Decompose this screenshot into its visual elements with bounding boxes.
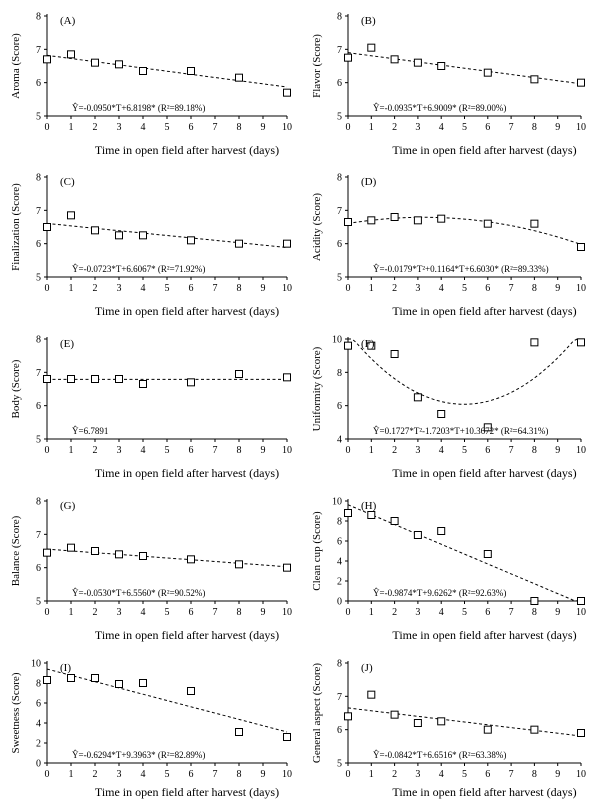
x-tick-label: 5 bbox=[462, 283, 467, 294]
x-tick-label: 0 bbox=[44, 607, 50, 618]
fit-equation: Ŷ=-0.0723*T+6.6067* (R²=71.92%) bbox=[72, 264, 206, 274]
fit-line bbox=[348, 53, 581, 84]
x-tick-label: 5 bbox=[164, 607, 170, 618]
y-tick-label: 5 bbox=[337, 758, 342, 770]
data-point bbox=[414, 59, 421, 66]
x-tick-label: 4 bbox=[140, 769, 146, 780]
data-point bbox=[484, 220, 491, 227]
data-point bbox=[44, 549, 51, 556]
x-tick-label: 5 bbox=[164, 122, 170, 133]
y-tick-label: 2 bbox=[337, 576, 342, 588]
x-tick-label: 1 bbox=[68, 769, 74, 780]
x-tick-label: 7 bbox=[212, 607, 218, 618]
data-point bbox=[68, 376, 75, 383]
y-tick-label: 7 bbox=[36, 367, 41, 379]
y-axis-title: Flavor (Score) bbox=[311, 34, 323, 98]
x-tick-label: 9 bbox=[555, 607, 561, 618]
x-tick-label: 7 bbox=[508, 769, 514, 780]
x-tick-label: 9 bbox=[260, 445, 266, 456]
data-point bbox=[578, 244, 585, 251]
x-tick-label: 3 bbox=[415, 122, 421, 133]
y-axis-title: Body (Score) bbox=[10, 359, 22, 419]
data-point bbox=[284, 240, 291, 247]
y-tick-label: 8 bbox=[337, 658, 342, 670]
data-point bbox=[345, 713, 352, 720]
x-tick-label: 9 bbox=[260, 122, 266, 133]
x-tick-label: 3 bbox=[116, 283, 122, 294]
data-point bbox=[368, 217, 375, 224]
fit-line bbox=[47, 549, 287, 567]
y-axis-title: General aspect (Score) bbox=[311, 662, 323, 764]
y-tick-label: 8 bbox=[36, 172, 41, 184]
panel-label: (H) bbox=[361, 500, 377, 512]
x-tick-label: 2 bbox=[392, 283, 398, 294]
x-tick-label: 5 bbox=[164, 445, 170, 456]
data-point bbox=[578, 339, 585, 346]
data-point bbox=[44, 376, 51, 383]
data-point bbox=[484, 551, 491, 558]
x-tick-label: 10 bbox=[282, 445, 292, 456]
x-tick-label: 4 bbox=[140, 283, 146, 294]
data-point bbox=[188, 688, 195, 695]
x-tick-label: 3 bbox=[116, 445, 122, 456]
data-point bbox=[284, 734, 291, 741]
data-point bbox=[345, 342, 352, 349]
y-tick-label: 4 bbox=[337, 434, 342, 446]
data-point bbox=[116, 61, 123, 68]
data-point bbox=[92, 227, 99, 234]
data-point bbox=[44, 677, 51, 684]
x-tick-label: 5 bbox=[164, 283, 170, 294]
fit-equation: Ŷ=-0.0950*T+6.8198* (R²=89.18%) bbox=[72, 103, 206, 113]
y-tick-label: 8 bbox=[337, 516, 342, 528]
panel-label: (I) bbox=[60, 662, 71, 674]
fit-line bbox=[348, 505, 581, 601]
y-axis-title: Aroma (Score) bbox=[10, 33, 22, 99]
x-axis-title: Time in open field after harvest (days) bbox=[392, 466, 577, 480]
x-tick-label: 3 bbox=[116, 769, 122, 780]
y-tick-label: 6 bbox=[337, 401, 342, 413]
data-point bbox=[438, 528, 445, 535]
x-tick-label: 1 bbox=[68, 607, 74, 618]
x-tick-label: 8 bbox=[531, 122, 537, 133]
x-tick-label: 6 bbox=[188, 607, 194, 618]
x-tick-label: 3 bbox=[415, 607, 421, 618]
data-point bbox=[236, 371, 243, 378]
x-tick-label: 7 bbox=[212, 283, 218, 294]
data-point bbox=[140, 553, 147, 560]
data-point bbox=[140, 68, 147, 75]
data-point bbox=[391, 56, 398, 63]
x-tick-label: 4 bbox=[438, 769, 444, 780]
x-tick-label: 10 bbox=[576, 607, 586, 618]
data-point bbox=[531, 598, 538, 605]
x-tick-label: 10 bbox=[576, 122, 586, 133]
x-tick-label: 8 bbox=[236, 283, 242, 294]
x-axis-title: Time in open field after harvest (days) bbox=[94, 785, 280, 799]
data-point bbox=[414, 394, 421, 401]
x-tick-label: 10 bbox=[576, 283, 586, 294]
data-point bbox=[345, 54, 352, 61]
data-point bbox=[531, 220, 538, 227]
x-axis-title: Time in open field after harvest (days) bbox=[94, 628, 280, 642]
x-tick-label: 4 bbox=[140, 122, 146, 133]
data-point bbox=[188, 379, 195, 386]
data-point bbox=[92, 59, 99, 66]
data-point bbox=[531, 726, 538, 733]
x-tick-label: 8 bbox=[531, 607, 537, 618]
y-tick-label: 6 bbox=[337, 239, 342, 251]
fit-line bbox=[47, 55, 287, 87]
fit-line bbox=[47, 669, 287, 732]
y-tick-label: 6 bbox=[36, 563, 41, 575]
x-tick-label: 0 bbox=[44, 283, 50, 294]
data-point bbox=[188, 556, 195, 563]
panel-f bbox=[311, 335, 586, 481]
x-tick-label: 6 bbox=[188, 122, 194, 133]
data-point bbox=[236, 729, 243, 736]
fit-line bbox=[348, 708, 581, 736]
data-point bbox=[438, 215, 445, 222]
data-point bbox=[188, 237, 195, 244]
fit-line bbox=[348, 339, 581, 404]
x-tick-label: 8 bbox=[236, 607, 242, 618]
data-point bbox=[116, 681, 123, 688]
y-tick-label: 4 bbox=[36, 718, 41, 730]
x-tick-label: 6 bbox=[188, 769, 194, 780]
y-axis-title: Uniformity (Score) bbox=[311, 346, 323, 432]
panel-label: (D) bbox=[361, 176, 377, 188]
x-tick-label: 3 bbox=[415, 445, 421, 456]
data-point bbox=[236, 74, 243, 81]
y-tick-label: 6 bbox=[337, 725, 342, 737]
data-point bbox=[578, 598, 585, 605]
x-tick-label: 4 bbox=[438, 445, 444, 456]
fit-equation: Ŷ=-0.0179*T²+0.1164*T+6.6030* (R²=89.33%) bbox=[373, 264, 549, 274]
y-tick-label: 8 bbox=[337, 367, 342, 379]
x-tick-label: 10 bbox=[282, 283, 292, 294]
y-tick-label: 8 bbox=[36, 334, 41, 346]
x-tick-label: 4 bbox=[140, 607, 146, 618]
x-tick-label: 4 bbox=[140, 445, 146, 456]
x-tick-label: 1 bbox=[68, 445, 74, 456]
y-axis-title: Finalization (Score) bbox=[10, 183, 22, 271]
y-tick-label: 8 bbox=[36, 678, 41, 690]
x-tick-label: 9 bbox=[555, 283, 561, 294]
data-point bbox=[438, 411, 445, 418]
x-tick-label: 10 bbox=[282, 769, 292, 780]
y-tick-label: 10 bbox=[31, 658, 41, 670]
y-tick-label: 0 bbox=[337, 596, 342, 608]
panel-label: (C) bbox=[60, 176, 75, 188]
x-tick-label: 2 bbox=[92, 769, 98, 780]
y-tick-label: 4 bbox=[337, 556, 342, 568]
x-tick-label: 9 bbox=[260, 283, 266, 294]
x-axis-title: Time in open field after harvest (days) bbox=[94, 466, 280, 480]
x-axis-title: Time in open field after harvest (days) bbox=[392, 143, 577, 157]
fit-equation: Ŷ=-0.0842*T+6.6516* (R²=63.38%) bbox=[373, 750, 507, 760]
x-tick-label: 2 bbox=[392, 445, 398, 456]
x-tick-label: 2 bbox=[392, 122, 398, 133]
data-point bbox=[68, 51, 75, 58]
x-tick-label: 3 bbox=[116, 607, 122, 618]
data-point bbox=[188, 68, 195, 75]
data-point bbox=[484, 69, 491, 76]
y-tick-label: 6 bbox=[36, 78, 41, 90]
y-axis-title: Sweetness (Score) bbox=[10, 672, 22, 754]
data-point bbox=[44, 224, 51, 231]
fit-equation: Ŷ=0.1727*T²-1.7203*T+10.3672* (R²=64.31%) bbox=[373, 426, 549, 436]
panel-label: (G) bbox=[60, 500, 76, 512]
y-axis-title: Balance (Score) bbox=[10, 515, 22, 587]
panel-label: (E) bbox=[60, 338, 75, 350]
fit-equation: Ŷ=-0.0935*T+6.9009* (R²=89.00%) bbox=[373, 103, 507, 113]
y-tick-label: 0 bbox=[36, 758, 41, 770]
panel-e bbox=[10, 335, 292, 481]
x-tick-label: 0 bbox=[44, 122, 50, 133]
y-tick-label: 5 bbox=[36, 111, 41, 123]
x-tick-label: 2 bbox=[92, 283, 98, 294]
data-point bbox=[68, 544, 75, 551]
data-point bbox=[116, 232, 123, 239]
data-point bbox=[284, 564, 291, 571]
x-tick-label: 2 bbox=[92, 122, 98, 133]
x-tick-label: 6 bbox=[485, 122, 491, 133]
x-tick-label: 6 bbox=[485, 769, 491, 780]
x-tick-label: 10 bbox=[576, 445, 586, 456]
data-point bbox=[92, 376, 99, 383]
x-tick-label: 0 bbox=[44, 769, 50, 780]
y-tick-label: 7 bbox=[337, 44, 342, 56]
data-point bbox=[531, 339, 538, 346]
x-axis-title: Time in open field after harvest (days) bbox=[392, 628, 577, 642]
x-tick-label: 9 bbox=[260, 769, 266, 780]
y-axis-title: Acidity (Score) bbox=[311, 192, 323, 262]
x-tick-label: 4 bbox=[438, 122, 444, 133]
fit-line bbox=[47, 223, 287, 247]
y-tick-label: 7 bbox=[337, 205, 342, 217]
data-point bbox=[391, 214, 398, 221]
data-point bbox=[531, 76, 538, 83]
y-tick-label: 5 bbox=[337, 272, 342, 284]
x-tick-label: 0 bbox=[44, 445, 50, 456]
x-tick-label: 7 bbox=[508, 283, 514, 294]
y-tick-label: 10 bbox=[332, 334, 342, 346]
y-tick-label: 5 bbox=[36, 596, 41, 608]
x-tick-label: 6 bbox=[485, 607, 491, 618]
x-tick-label: 10 bbox=[576, 769, 586, 780]
x-tick-label: 0 bbox=[345, 283, 351, 294]
data-point bbox=[284, 374, 291, 381]
panel-i bbox=[10, 659, 292, 800]
panel-j bbox=[311, 659, 586, 800]
x-tick-label: 6 bbox=[485, 283, 491, 294]
x-tick-label: 0 bbox=[345, 769, 351, 780]
x-tick-label: 2 bbox=[392, 607, 398, 618]
panel-h bbox=[311, 497, 586, 643]
x-tick-label: 2 bbox=[392, 769, 398, 780]
x-tick-label: 6 bbox=[188, 283, 194, 294]
data-point bbox=[92, 675, 99, 682]
x-axis-title: Time in open field after harvest (days) bbox=[94, 143, 280, 157]
x-axis-title: Time in open field after harvest (days) bbox=[94, 304, 280, 318]
panel-b bbox=[311, 12, 586, 158]
y-tick-label: 8 bbox=[36, 11, 41, 23]
data-point bbox=[391, 711, 398, 718]
data-point bbox=[391, 518, 398, 525]
data-point bbox=[578, 730, 585, 737]
x-tick-label: 7 bbox=[508, 122, 514, 133]
panel-label: (A) bbox=[60, 15, 76, 27]
x-axis-title: Time in open field after harvest (days) bbox=[392, 785, 577, 799]
y-tick-label: 8 bbox=[337, 11, 342, 23]
x-tick-label: 7 bbox=[508, 607, 514, 618]
x-axis-title: Time in open field after harvest (days) bbox=[392, 304, 577, 318]
data-point bbox=[368, 691, 375, 698]
y-tick-label: 6 bbox=[337, 78, 342, 90]
data-point bbox=[391, 351, 398, 358]
x-tick-label: 1 bbox=[368, 122, 374, 133]
x-tick-label: 6 bbox=[188, 445, 194, 456]
data-point bbox=[284, 89, 291, 96]
x-tick-label: 4 bbox=[438, 607, 444, 618]
x-tick-label: 5 bbox=[462, 445, 467, 456]
y-tick-label: 8 bbox=[36, 496, 41, 508]
y-tick-label: 2 bbox=[36, 738, 41, 750]
data-point bbox=[92, 548, 99, 555]
data-point bbox=[345, 219, 352, 226]
x-tick-label: 9 bbox=[555, 122, 561, 133]
x-tick-label: 5 bbox=[462, 769, 467, 780]
x-tick-label: 7 bbox=[212, 769, 218, 780]
y-tick-label: 6 bbox=[36, 401, 41, 413]
panel-label: (J) bbox=[361, 662, 373, 674]
data-point bbox=[414, 720, 421, 727]
data-point bbox=[345, 510, 352, 517]
data-point bbox=[68, 212, 75, 219]
data-point bbox=[438, 63, 445, 70]
x-tick-label: 5 bbox=[164, 769, 170, 780]
y-tick-label: 5 bbox=[36, 434, 41, 446]
fit-equation: Ŷ=6.7891 bbox=[72, 426, 109, 436]
x-tick-label: 1 bbox=[368, 769, 374, 780]
fit-equation: Ŷ=-0.9874*T+9.6262* (R²=92.63%) bbox=[373, 588, 507, 598]
y-axis-title: Clean cup (Score) bbox=[311, 511, 323, 591]
x-tick-label: 7 bbox=[212, 122, 218, 133]
x-tick-label: 2 bbox=[92, 445, 98, 456]
x-tick-label: 8 bbox=[531, 283, 537, 294]
x-tick-label: 6 bbox=[485, 445, 491, 456]
x-tick-label: 10 bbox=[282, 122, 292, 133]
x-tick-label: 0 bbox=[345, 445, 351, 456]
data-point bbox=[140, 680, 147, 687]
panel-c bbox=[10, 173, 292, 319]
data-point bbox=[414, 532, 421, 539]
y-tick-label: 7 bbox=[36, 529, 41, 541]
data-point bbox=[68, 675, 75, 682]
x-tick-label: 3 bbox=[116, 122, 122, 133]
data-point bbox=[368, 512, 375, 519]
y-tick-label: 7 bbox=[337, 691, 342, 703]
x-tick-label: 10 bbox=[282, 607, 292, 618]
y-tick-label: 6 bbox=[337, 536, 342, 548]
x-tick-label: 8 bbox=[236, 445, 242, 456]
x-tick-label: 1 bbox=[68, 283, 74, 294]
x-tick-label: 1 bbox=[368, 607, 374, 618]
y-tick-label: 7 bbox=[36, 44, 41, 56]
data-point bbox=[140, 381, 147, 388]
x-tick-label: 8 bbox=[531, 445, 537, 456]
x-tick-label: 5 bbox=[462, 607, 467, 618]
data-point bbox=[116, 376, 123, 383]
x-tick-label: 9 bbox=[260, 607, 266, 618]
data-point bbox=[368, 44, 375, 51]
y-tick-label: 8 bbox=[337, 172, 342, 184]
panel-g bbox=[10, 497, 292, 643]
y-tick-label: 6 bbox=[36, 239, 41, 251]
panel-d bbox=[311, 173, 586, 319]
fit-equation: Ŷ=-0.6294*T+9.3963* (R²=82.89%) bbox=[72, 750, 206, 760]
x-tick-label: 9 bbox=[555, 445, 561, 456]
fit-equation: Ŷ=-0.0530*T+6.5560* (R²=90.52%) bbox=[72, 588, 206, 598]
x-tick-label: 7 bbox=[508, 445, 514, 456]
data-point bbox=[236, 561, 243, 568]
panel-label: (F) bbox=[361, 338, 375, 350]
x-tick-label: 0 bbox=[345, 122, 351, 133]
data-point bbox=[116, 551, 123, 558]
x-tick-label: 8 bbox=[236, 122, 242, 133]
data-point bbox=[140, 232, 147, 239]
x-tick-label: 7 bbox=[212, 445, 218, 456]
panel-a bbox=[10, 12, 292, 158]
data-point bbox=[484, 726, 491, 733]
x-tick-label: 8 bbox=[531, 769, 537, 780]
x-tick-label: 1 bbox=[368, 283, 374, 294]
y-tick-label: 5 bbox=[36, 272, 41, 284]
x-tick-label: 3 bbox=[415, 283, 421, 294]
fit-line bbox=[348, 217, 581, 244]
x-tick-label: 5 bbox=[462, 122, 467, 133]
x-tick-label: 2 bbox=[92, 607, 98, 618]
data-point bbox=[414, 217, 421, 224]
y-tick-label: 5 bbox=[337, 111, 342, 123]
x-tick-label: 1 bbox=[68, 122, 74, 133]
y-tick-label: 10 bbox=[332, 496, 342, 508]
x-tick-label: 9 bbox=[555, 769, 561, 780]
data-point bbox=[578, 79, 585, 86]
y-tick-label: 7 bbox=[36, 205, 41, 217]
x-tick-label: 1 bbox=[368, 445, 374, 456]
data-point bbox=[44, 56, 51, 63]
x-tick-label: 3 bbox=[415, 769, 421, 780]
panel-label: (B) bbox=[361, 15, 376, 27]
x-tick-label: 0 bbox=[345, 607, 351, 618]
data-point bbox=[236, 240, 243, 247]
x-tick-label: 4 bbox=[438, 283, 444, 294]
y-tick-label: 6 bbox=[36, 698, 41, 710]
x-tick-label: 8 bbox=[236, 769, 242, 780]
data-point bbox=[438, 718, 445, 725]
